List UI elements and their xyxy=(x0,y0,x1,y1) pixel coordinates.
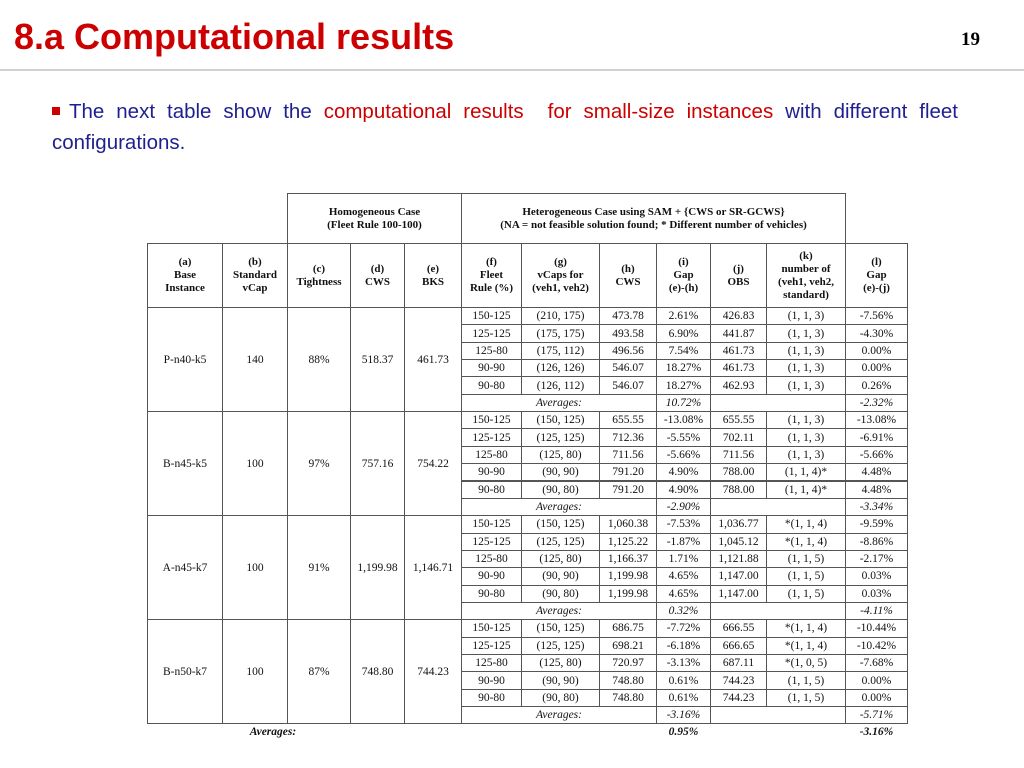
table-cell: -1.87% xyxy=(656,533,711,551)
table-cell: 0.61% xyxy=(656,689,711,707)
table-cell: 150-125 xyxy=(461,307,522,325)
average-gap-i: 10.72% xyxy=(656,394,711,412)
table-cell: 1,045.12 xyxy=(710,533,767,551)
column-header xyxy=(350,243,405,308)
average-empty xyxy=(710,602,846,620)
table-cell: 90-80 xyxy=(461,376,522,394)
instance-name: A-n45-k7 xyxy=(147,515,223,620)
homogeneous-cws: 1,199.98 xyxy=(350,515,405,620)
table-cell: (90, 80) xyxy=(521,481,600,499)
table-cell: -4.30% xyxy=(845,324,908,342)
standard-vcap: 100 xyxy=(222,619,288,724)
column-header-line: (veh1, veh2, xyxy=(778,275,834,288)
table-cell: 0.61% xyxy=(656,671,711,689)
table-cell: 18.27% xyxy=(656,359,711,377)
column-header-line: (g) xyxy=(554,256,567,268)
column-header-line: Gap xyxy=(673,269,694,281)
column-header-line: (d) xyxy=(370,262,385,275)
bullet-square-icon xyxy=(52,107,60,115)
average-gap-l: -3.34% xyxy=(845,498,908,516)
table-cell: 4.90% xyxy=(656,481,711,499)
table-cell: 1,147.00 xyxy=(710,585,767,603)
homogeneous-cws: 748.80 xyxy=(350,619,405,724)
table-cell: 7.54% xyxy=(656,342,711,360)
table-cell: (1, 1, 5) xyxy=(766,671,846,689)
table-cell: 0.00% xyxy=(845,671,908,689)
column-header-line: Base xyxy=(173,269,196,281)
table-cell: 4.65% xyxy=(656,567,711,585)
heterogeneous-group-header xyxy=(461,193,846,244)
table-cell: 90-90 xyxy=(461,463,522,481)
table-cell: 461.73 xyxy=(710,359,767,377)
column-header xyxy=(222,243,288,308)
table-cell: *(1, 1, 4) xyxy=(766,637,846,655)
column-header-line: number of xyxy=(781,262,831,275)
bks: 744.23 xyxy=(404,619,462,724)
table-cell: 711.56 xyxy=(599,446,657,464)
instance-name: B-n50-k7 xyxy=(147,619,223,724)
table-cell: 125-125 xyxy=(461,637,522,655)
table-cell: 0.00% xyxy=(845,342,908,360)
bks: 754.22 xyxy=(404,411,462,516)
slide-title: 8.a Computational results xyxy=(14,16,455,57)
table-cell: -10.44% xyxy=(845,619,908,637)
average-gap-l: -5.71% xyxy=(845,706,908,724)
overall-average-gap-l: -3.16% xyxy=(859,726,894,739)
table-cell: (1, 1, 5) xyxy=(766,689,846,707)
column-header-line: Gap xyxy=(866,269,887,281)
table-cell: 655.55 xyxy=(710,411,767,429)
table-cell: 0.03% xyxy=(845,585,908,603)
overall-averages-label: Averages: xyxy=(249,726,297,739)
table-cell: (90, 80) xyxy=(521,689,600,707)
homogeneous-header-line: (Fleet Rule 100-100) xyxy=(327,218,422,231)
table-cell: 125-125 xyxy=(461,428,522,446)
table-cell: (1, 1, 3) xyxy=(766,376,846,394)
table-cell: (125, 125) xyxy=(521,533,600,551)
table-cell: -3.13% xyxy=(656,654,711,672)
table-cell: -7.72% xyxy=(656,619,711,637)
table-cell: 1,125.22 xyxy=(599,533,657,551)
table-cell: (125, 80) xyxy=(521,654,600,672)
table-cell: 473.78 xyxy=(599,307,657,325)
table-cell: 686.75 xyxy=(599,619,657,637)
column-header xyxy=(766,243,846,308)
column-header-line: vCaps for xyxy=(537,269,584,281)
table-cell: 1,060.38 xyxy=(599,515,657,533)
table-cell: 493.58 xyxy=(599,324,657,342)
column-header-line: (b) xyxy=(248,256,262,268)
table-cell: 90-90 xyxy=(461,567,522,585)
bks: 1,146.71 xyxy=(404,515,462,620)
bullet-paragraph xyxy=(52,96,958,158)
table-cell: 712.36 xyxy=(599,428,657,446)
table-cell: -13.08% xyxy=(845,411,908,429)
table-cell: 698.21 xyxy=(599,637,657,655)
column-header-line: (f) xyxy=(485,256,497,268)
table-cell: -9.59% xyxy=(845,515,908,533)
table-cell: (1, 1, 3) xyxy=(766,446,846,464)
column-header-line: (h) xyxy=(621,262,635,275)
standard-vcap: 100 xyxy=(222,411,288,516)
table-cell: 1,199.98 xyxy=(599,567,657,585)
homogeneous-header-line: Homogeneous Case xyxy=(328,205,421,218)
table-cell: 125-125 xyxy=(461,533,522,551)
column-header xyxy=(287,243,351,308)
table-cell: 462.93 xyxy=(710,376,767,394)
column-header-line: standard) xyxy=(783,288,829,301)
overall-average-gap-i: 0.95% xyxy=(668,726,699,739)
column-header-line: (e)-(j) xyxy=(863,282,890,294)
column-header-line: CWS xyxy=(364,275,391,288)
page-number: 19 xyxy=(961,29,980,50)
column-header-line: (c) xyxy=(312,262,326,275)
table-cell: 791.20 xyxy=(599,481,657,499)
tightness: 97% xyxy=(287,411,351,516)
table-cell: -6.18% xyxy=(656,637,711,655)
homogeneous-group-header xyxy=(287,193,462,244)
table-cell: 1.71% xyxy=(656,550,711,568)
column-header-line: vCap xyxy=(242,282,268,294)
average-empty xyxy=(710,498,846,516)
table-cell: 125-80 xyxy=(461,446,522,464)
averages-label: Averages: xyxy=(461,602,657,620)
column-header-line: (veh1, veh2) xyxy=(532,282,589,294)
table-cell: 0.00% xyxy=(845,359,908,377)
table-cell: 4.90% xyxy=(656,463,711,481)
column-header-line: Rule (%) xyxy=(469,282,514,294)
table-cell: 791.20 xyxy=(599,463,657,481)
average-gap-i: -2.90% xyxy=(656,498,711,516)
bullet-text-2: with different fleet configurations. xyxy=(52,100,958,154)
tightness: 91% xyxy=(287,515,351,620)
bullet-text-1: The next table show the xyxy=(69,100,312,123)
column-header-line: (k) xyxy=(799,249,813,262)
table-cell: 150-125 xyxy=(461,411,522,429)
table-cell: 496.56 xyxy=(599,342,657,360)
table-cell: -7.68% xyxy=(845,654,908,672)
table-cell: 90-80 xyxy=(461,481,522,499)
tightness: 88% xyxy=(287,307,351,412)
table-cell: 4.48% xyxy=(845,463,908,481)
table-cell: 4.65% xyxy=(656,585,711,603)
column-header xyxy=(599,243,657,308)
table-cell: (175, 175) xyxy=(521,324,600,342)
standard-vcap: 140 xyxy=(222,307,288,412)
average-gap-i: -3.16% xyxy=(656,706,711,724)
column-header-line: BKS xyxy=(421,275,444,288)
table-cell: (90, 80) xyxy=(521,585,600,603)
table-cell: (1, 1, 3) xyxy=(766,428,846,446)
table-cell: 655.55 xyxy=(599,411,657,429)
column-header-line: (e)-(h) xyxy=(668,282,699,294)
table-cell: (1, 1, 5) xyxy=(766,567,846,585)
table-cell: 0.00% xyxy=(845,689,908,707)
table-cell: 666.65 xyxy=(710,637,767,655)
bks: 461.73 xyxy=(404,307,462,412)
table-cell: (1, 1, 5) xyxy=(766,585,846,603)
averages-label: Averages: xyxy=(461,394,657,412)
column-header-line: CWS xyxy=(615,275,641,288)
table-cell: 744.23 xyxy=(710,671,767,689)
table-cell: -2.17% xyxy=(845,550,908,568)
homogeneous-cws: 757.16 xyxy=(350,411,405,516)
standard-vcap: 100 xyxy=(222,515,288,620)
average-gap-l: -2.32% xyxy=(845,394,908,412)
table-cell: (150, 125) xyxy=(521,411,600,429)
table-cell: (1, 1, 3) xyxy=(766,359,846,377)
table-cell: 788.00 xyxy=(710,463,767,481)
column-header xyxy=(656,243,711,308)
column-header-line: OBS xyxy=(727,275,750,288)
column-header-line: Instance xyxy=(165,282,205,294)
table-cell: 90-90 xyxy=(461,359,522,377)
table-cell: *(1, 1, 4) xyxy=(766,619,846,637)
column-header xyxy=(461,243,522,308)
table-cell: 125-80 xyxy=(461,654,522,672)
table-cell: -5.55% xyxy=(656,428,711,446)
table-cell: *(1, 1, 4) xyxy=(766,515,846,533)
table-cell: -5.66% xyxy=(656,446,711,464)
table-cell: 0.26% xyxy=(845,376,908,394)
title-divider xyxy=(0,69,1024,71)
table-cell: (126, 126) xyxy=(521,359,600,377)
column-header-line: (i) xyxy=(678,256,689,268)
table-cell: (1, 1, 3) xyxy=(766,324,846,342)
heterogeneous-header-line: Heterogeneous Case using SAM + {CWS or SR-GCWS} xyxy=(522,205,785,218)
table-cell: (125, 125) xyxy=(521,637,600,655)
table-cell: -7.53% xyxy=(656,515,711,533)
table-cell: 18.27% xyxy=(656,376,711,394)
table-cell: 744.23 xyxy=(710,689,767,707)
table-cell: (1, 1, 5) xyxy=(766,550,846,568)
average-empty xyxy=(710,394,846,412)
table-cell: *(1, 0, 5) xyxy=(766,654,846,672)
table-cell: 426.83 xyxy=(710,307,767,325)
table-cell: 4.48% xyxy=(845,481,908,499)
bullet-highlight-2: for small-size instances xyxy=(547,100,774,123)
table-cell: 1,036.77 xyxy=(710,515,767,533)
table-cell: (1, 1, 4)* xyxy=(766,463,846,481)
table-cell: 461.73 xyxy=(710,342,767,360)
column-header xyxy=(710,243,767,308)
table-cell: (126, 112) xyxy=(521,376,600,394)
table-cell: (175, 112) xyxy=(521,342,600,360)
table-cell: (125, 125) xyxy=(521,428,600,446)
average-gap-i: 0.32% xyxy=(656,602,711,620)
table-cell: 441.87 xyxy=(710,324,767,342)
column-header xyxy=(147,243,223,308)
table-cell: (210, 175) xyxy=(521,307,600,325)
table-cell: 720.97 xyxy=(599,654,657,672)
table-cell: -10.42% xyxy=(845,637,908,655)
table-cell: -6.91% xyxy=(845,428,908,446)
column-header xyxy=(521,243,600,308)
table-cell: (90, 90) xyxy=(521,463,600,481)
table-cell: (1, 1, 4)* xyxy=(766,481,846,499)
table-cell: (1, 1, 3) xyxy=(766,411,846,429)
table-cell: -13.08% xyxy=(656,411,711,429)
column-header-line: (a) xyxy=(178,256,192,268)
table-cell: (1, 1, 3) xyxy=(766,342,846,360)
table-cell: 546.07 xyxy=(599,376,657,394)
homogeneous-cws: 518.37 xyxy=(350,307,405,412)
table-cell: 788.00 xyxy=(710,481,767,499)
table-cell: (1, 1, 3) xyxy=(766,307,846,325)
column-header xyxy=(404,243,462,308)
table-cell: 150-125 xyxy=(461,619,522,637)
table-cell: -7.56% xyxy=(845,307,908,325)
column-header-line: (j) xyxy=(732,262,744,275)
table-cell: -8.86% xyxy=(845,533,908,551)
tightness: 87% xyxy=(287,619,351,724)
column-header xyxy=(845,243,908,308)
table-cell: 125-125 xyxy=(461,324,522,342)
table-cell: 748.80 xyxy=(599,671,657,689)
table-cell: 90-80 xyxy=(461,689,522,707)
heterogeneous-header-line: (NA = not feasible solution found; * Different number of vehicles) xyxy=(500,218,807,231)
average-gap-l: -4.11% xyxy=(845,602,908,620)
instance-name: P-n40-k5 xyxy=(147,307,223,412)
column-header-line: Tightness xyxy=(296,275,342,288)
table-cell: 1,121.88 xyxy=(710,550,767,568)
table-cell: 666.55 xyxy=(710,619,767,637)
table-cell: (125, 80) xyxy=(521,550,600,568)
table-cell: (150, 125) xyxy=(521,515,600,533)
table-cell: (125, 80) xyxy=(521,446,600,464)
table-cell: 1,147.00 xyxy=(710,567,767,585)
table-cell: 687.11 xyxy=(710,654,767,672)
averages-label: Averages: xyxy=(461,498,657,516)
table-cell: *(1, 1, 4) xyxy=(766,533,846,551)
table-cell: (90, 90) xyxy=(521,671,600,689)
column-header-line: (e) xyxy=(426,262,440,275)
table-cell: 546.07 xyxy=(599,359,657,377)
column-header-line: Standard xyxy=(232,269,278,281)
table-cell: (150, 125) xyxy=(521,619,600,637)
table-cell: (90, 90) xyxy=(521,567,600,585)
column-header-line: (l) xyxy=(871,256,882,268)
table-cell: -5.66% xyxy=(845,446,908,464)
table-cell: 0.03% xyxy=(845,567,908,585)
average-empty xyxy=(710,706,846,724)
table-cell: 125-80 xyxy=(461,342,522,360)
table-cell: 90-90 xyxy=(461,671,522,689)
table-cell: 711.56 xyxy=(710,446,767,464)
table-cell: 1,199.98 xyxy=(599,585,657,603)
column-header-line: Fleet xyxy=(479,269,504,281)
instance-name: B-n45-k5 xyxy=(147,411,223,516)
table-cell: 125-80 xyxy=(461,550,522,568)
table-cell: 90-80 xyxy=(461,585,522,603)
table-cell: 702.11 xyxy=(710,428,767,446)
table-cell: 2.61% xyxy=(656,307,711,325)
table-cell: 6.90% xyxy=(656,324,711,342)
table-cell: 150-125 xyxy=(461,515,522,533)
bullet-highlight-1: computational results xyxy=(323,100,524,123)
table-cell: 1,166.37 xyxy=(599,550,657,568)
averages-label: Averages: xyxy=(461,706,657,724)
table-cell: 748.80 xyxy=(599,689,657,707)
